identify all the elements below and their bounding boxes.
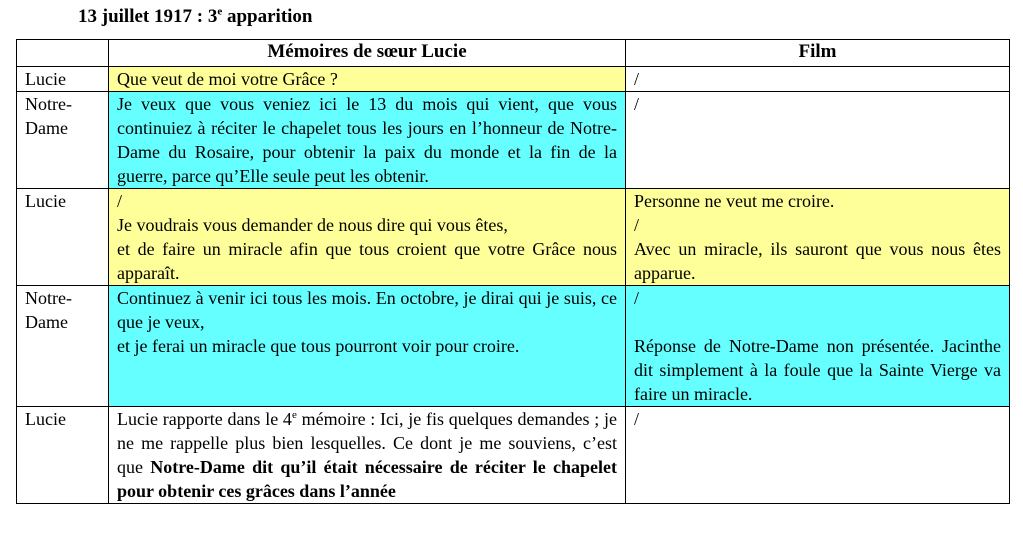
memo-bold: Notre-Dame dit qu’il était nécessaire de réciter le chapelet pour obtenir ces grâces dans l’année [117,457,617,501]
title-superscript: e [217,5,223,18]
memo-line: Continuez à venir ici tous les mois. En octobre, je dirai qui je suis, ce que je veux, [117,288,617,332]
memo-superscript: e [291,409,297,421]
film-cell [626,67,1010,92]
memo-line: et je ferai un miracle que tous pourront voir pour croire. [117,336,520,356]
memo-intro: Lucie rapporte dans le 4 [117,409,292,429]
page-title [78,6,313,28]
header-film: Film [626,40,1010,67]
memo-line: Je veux que vous veniez ici le 13 du mois qui vient, que vous continuiez à réciter le chapelet tous les jours en l’honneur de Notre-Dame du Rosaire, pour obtenir la paix du monde et la fin de la guerre, parce qu’Elle seule peut les obtenir. [117,94,617,186]
memo-line: Que veut de moi votre Grâce ? [117,69,338,89]
blank-line [634,310,1001,334]
film-cell [626,286,1010,407]
film-line: Réponse de Notre-Dame non présentée. Jacinthe dit simplement à la foule que la Sainte Vierge va faire un miracle. [634,336,1001,404]
speaker-cell: Notre-Dame [17,286,109,407]
film-line: / [634,69,640,89]
comparison-table [16,39,1010,504]
header-speaker [17,40,109,67]
header-memoires: Mémoires de sœur Lucie [109,40,626,67]
table-row [17,92,1010,189]
speaker-cell: Lucie [17,67,109,92]
title-text: 13 juillet 1917 : 3 [78,6,218,27]
speaker-cell: Lucie [17,407,109,504]
speaker-cell: Lucie [17,189,109,286]
memo-line: et de faire un miracle afin que tous croient que votre Grâce nous apparaît. [117,239,617,283]
table-row [17,407,1010,504]
memo-cell [109,189,626,286]
table-row [17,67,1010,92]
memo-line: / [117,191,123,211]
film-line: / [634,288,640,308]
title-suffix: apparition [222,6,313,27]
table-row [17,189,1010,286]
memo-cell [109,286,626,407]
memo-cell [109,67,626,92]
film-cell [626,407,1010,504]
memo-cell [109,407,626,504]
table-row [17,286,1010,407]
memo-cell [109,92,626,189]
film-line: / [634,94,640,114]
memo-mid: mémoire : Ici, je fis quelques demandes ; je ne me rappelle plus bien lesquelles. Ce dont je me souviens, c’est que [117,409,617,477]
film-line: / [634,215,640,235]
film-line: Avec un miracle, ils sauront que vous nous êtes apparue. [634,239,1001,283]
memo-line: Je voudrais vous demander de nous dire qui vous êtes, [117,215,508,235]
film-line: / [634,409,640,429]
film-cell [626,92,1010,189]
table-header-row [17,40,1010,67]
film-line: Personne ne veut me croire. [634,191,835,211]
speaker-cell: Notre-Dame [17,92,109,189]
film-cell [626,189,1010,286]
